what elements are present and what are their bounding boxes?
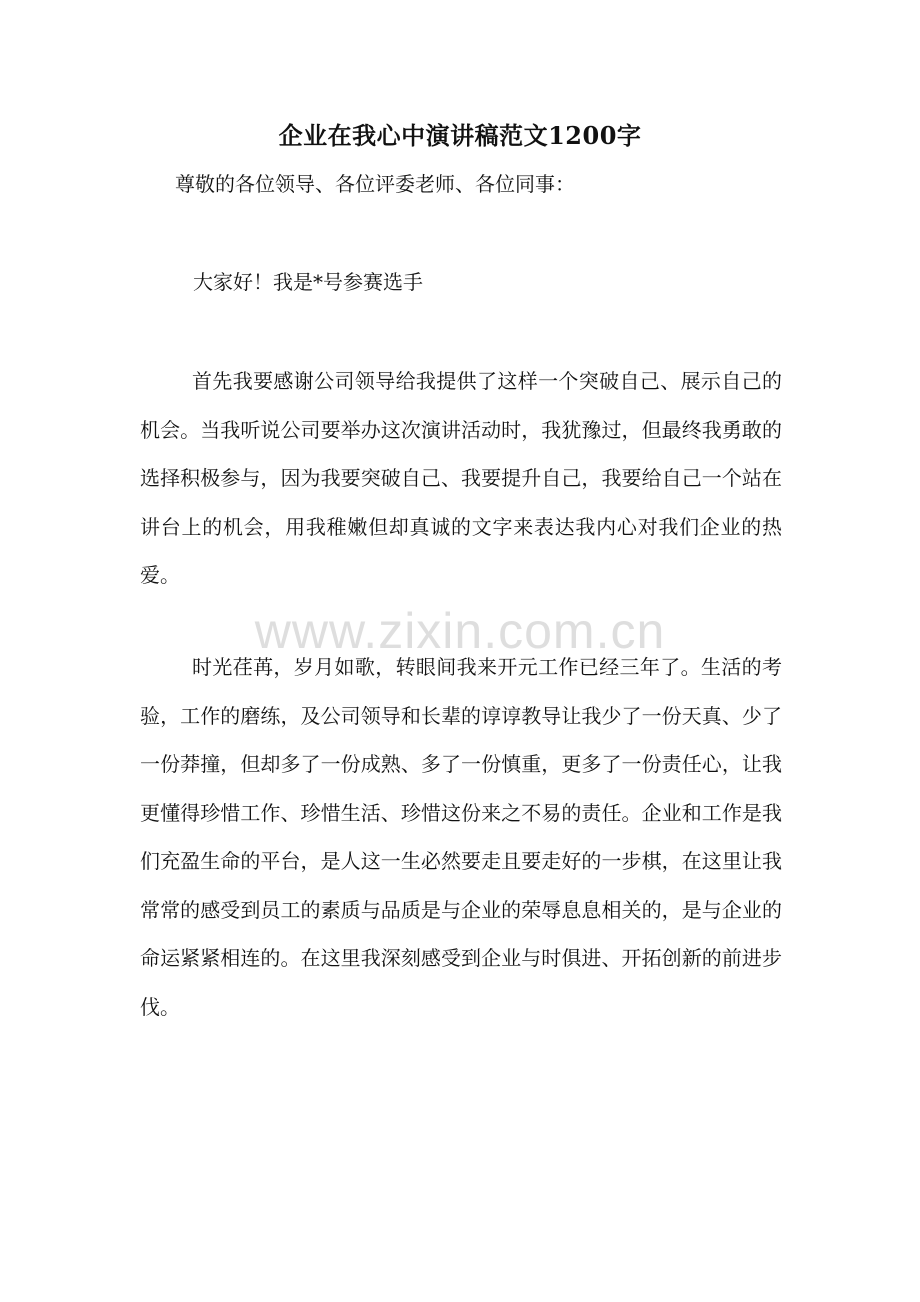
body-paragraph-2: 时光荏苒，岁月如歌，转眼间我来开元工作已经三年了。生活的考验，工作的磨练，及公司领导和长辈的谆谆教导让我少了一份天真、少了一份莽撞，但却多了一份成熟、多了一份慎重，更多了一份责任心，让我更懂得珍惜工作、珍惜生活、珍惜这份来之不易的责任。企业和工作是我们充盈生命的平台，是人这一生必然要走且要走好的一步棋，在这里让我常常的感受到员工的素质与品质是与企业的荣辱息息相关的，是与企业的命运紧紧相连的。在这里我深刻感受到企业与时俱进、开拓创新的前进步伐。 <box>140 655 782 1019</box>
greeting-line: 大家好！我是*号参赛选手 <box>193 270 423 294</box>
body-paragraph-1: 首先我要感谢公司领导给我提供了这样一个突破自己、展示自己的机会。当我听说公司要举办这次演讲活动时，我犹豫过，但最终我勇敢的选择积极参与，因为我要突破自己、我要提升自己，我要给自己一个站在讲台上的机会，用我稚嫩但却真诚的文字来表达我内心对我们企业的热爱。 <box>140 369 782 587</box>
watermark-text: www.zixin.com.cn <box>254 603 666 659</box>
document-title: 企业在我心中演讲稿范文1200字 <box>278 121 642 150</box>
salutation-line: 尊敬的各位领导、各位评委老师、各位同事： <box>175 172 575 196</box>
